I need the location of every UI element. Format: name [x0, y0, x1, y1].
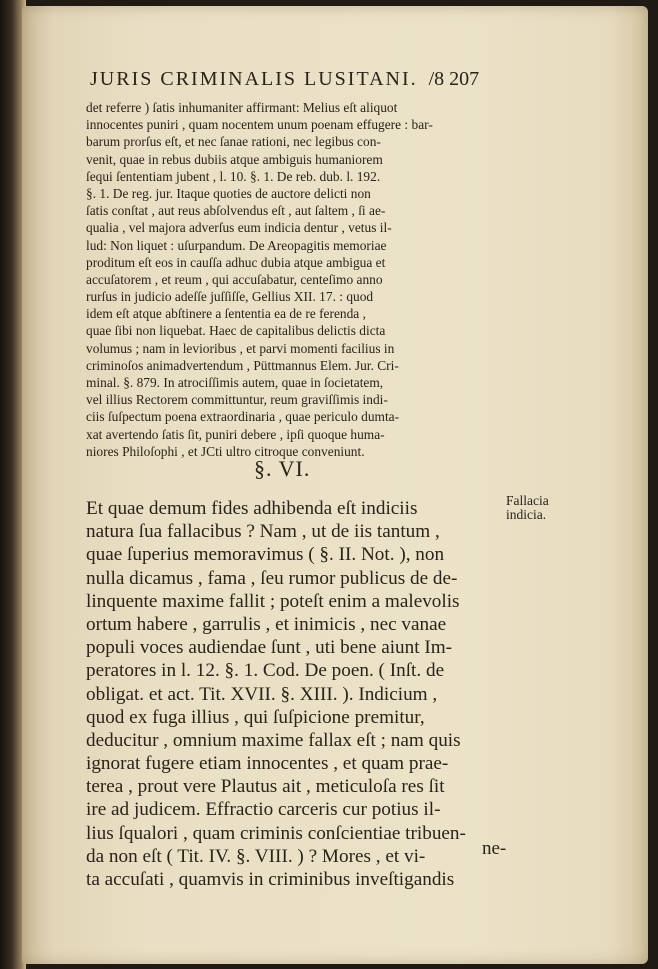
footnote-line: vel illius Rectorem committuntur, reum graviſſimis indi-: [86, 392, 388, 408]
footnote-line: proditum eſt eos in cauſſa adhuc dubia atque ambigua et: [86, 254, 386, 270]
body-line: ire ad judicem. Effractio carceris cur potius il-: [86, 799, 441, 821]
footnote-block: [86, 99, 516, 460]
footnote-line: accuſatorem , et reum , qui accuſabatur, centeſimo anno: [86, 271, 383, 287]
body-line: da non eſt ( Tit. IV. §. VIII. ) ? Mores , et vi-: [86, 845, 426, 867]
body-line: ortum habere , garrulis , et inimicis , nec vanae: [86, 613, 447, 635]
footnote-line: ſequi ſententiam jubent , l. 10. §. 1. De reb. dub. l. 192.: [86, 168, 381, 184]
footnote-line: niores Philoſophi , et JCti ultro citroque conveniunt.: [86, 443, 365, 459]
body-line: deducitur , omnium maxime fallax eſt ; nam quis: [86, 729, 461, 751]
footnote-line: ciis ſuſpectum poena extraordinaria , quae periculo dumta-: [86, 409, 400, 425]
body-line: lius ſqualori , quam criminis conſcientiae tribuen-: [86, 822, 466, 844]
footnote-line: det referre ) ſatis inhumaniter affirmant: Melius eſt aliquot: [86, 100, 398, 115]
body-line: ignorat fugere etiam innocentes , et quam prae-: [86, 753, 449, 775]
footnote-line: venit, quae in rebus dubiis atque ambiguis humaniorem: [86, 151, 383, 167]
body-line: Et quae demum fides adhibenda eſt indiciis: [86, 498, 418, 519]
body-line: populi voces audiendae ſunt , uti bene aiunt Im-: [86, 637, 453, 659]
footnote-line: idem eſt atque abſtinere a ſententia ea de re ferenda ,: [86, 306, 366, 322]
body-line: nulla dicamus , fama , ſeu rumor publicus de de-: [86, 567, 458, 589]
footnote-line: qualia , vel majora adverſus eum indicia dentur , vetus il-: [86, 220, 392, 236]
footnote-line: rurſus in judicio adeſſe juſſiſſe, Gellius XII. 17. : quod: [86, 289, 374, 305]
footnote-line: minal. §. 879. In atrociſſimis autem, quae in ſocietatem,: [86, 375, 384, 390]
body-line: linquente maxime fallit ; poteſt enim a malevolis: [86, 590, 460, 612]
footnote-line: innocentes puniri , quam nocentem unum poenam effugere : bar-: [86, 117, 433, 133]
page-number: /8 207: [428, 68, 480, 90]
body-line: terea , prout vere Plautus ait , meticuloſa res ſit: [86, 776, 445, 798]
body-line: peratores in l. 12. §. 1. Cod. De poen. ( Inſt. de: [86, 660, 445, 682]
body-line: quae ſuperius memoravimus ( §. II. Not. ), non: [86, 544, 445, 566]
footnote-line: xat avertendo ſatis ſit, puniri debere , ipſi quoque huma-: [86, 426, 385, 442]
footnote-line: barum prorſus eſt, et nec ſanae rationi, nec legibus con-: [86, 134, 381, 150]
section-heading: §. VI.: [254, 456, 311, 481]
footnote-line: §. 1. De reg. jur. Itaque quoties de auctore delicti non: [86, 185, 371, 201]
margin-note-line: Fallacia: [506, 493, 549, 508]
body-text: [86, 497, 526, 891]
body-line: ta accuſati , quamvis in criminibus inveſtigandis: [86, 869, 455, 890]
header-title: JURIS CRIMINALIS LUSITANI.: [90, 68, 418, 90]
footnote-line: quae ſibi non liquebat. Haec de capitalibus delictis dicta: [86, 323, 386, 339]
footnote-line: volumus ; nam in levioribus , et parvi momenti facilius in: [86, 340, 395, 356]
running-header: [90, 68, 530, 98]
body-line: quod ex fuga illius , qui ſuſpicione premitur,: [86, 706, 425, 728]
footnote-line: criminoſos animadvertendum , Püttmannus Elem. Jur. Cri-: [86, 357, 399, 373]
body-line: obligat. et act. Tit. XVII. §. XIII. ). Indicium ,: [86, 683, 438, 705]
footnote-line: ſatis conſtat , aut reus abſolvendus eſt , aut ſaltem , ſi ae-: [86, 203, 386, 219]
margin-note-line: indicia.: [506, 507, 547, 522]
catchword: ne-: [482, 838, 507, 859]
footnote-line: lud: Non liquet : uſurpandum. De Areopagitis memoriae: [86, 237, 387, 253]
body-line: natura ſua fallacibus ? Nam , ut de iis tantum ,: [86, 521, 440, 543]
